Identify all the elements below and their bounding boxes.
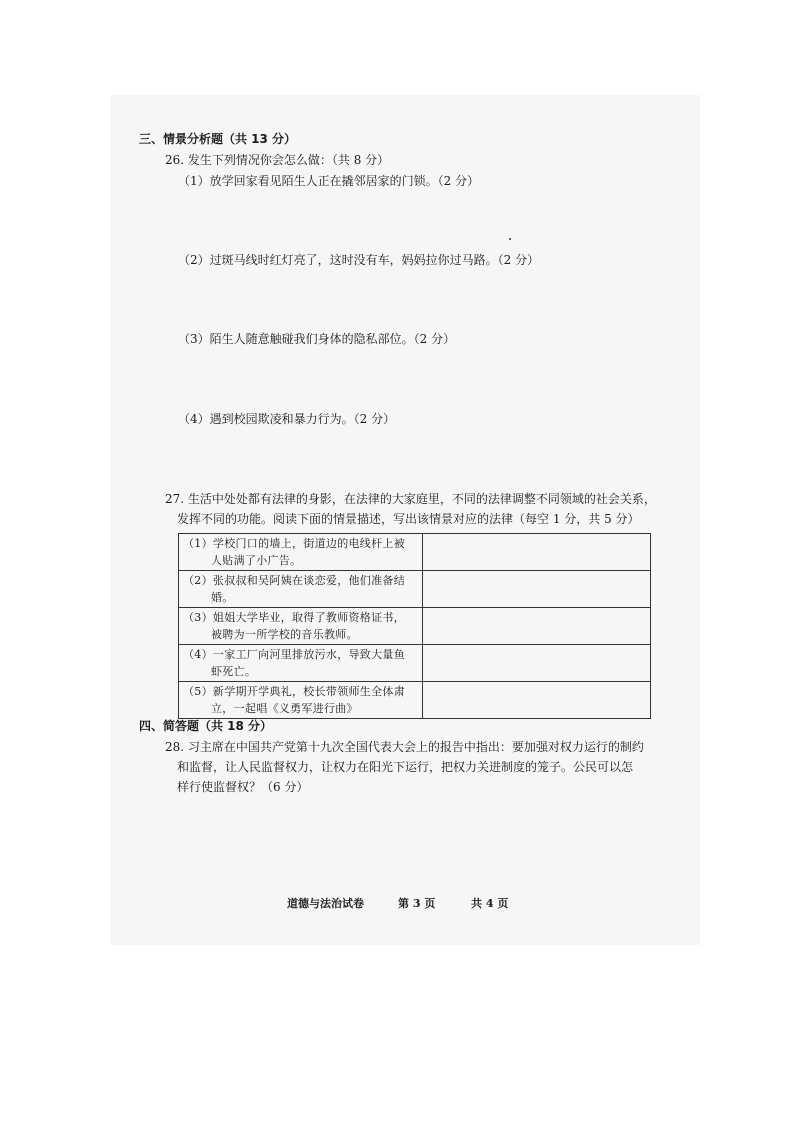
question-28-line-3: 样行使监督权？（6 分） bbox=[177, 780, 309, 794]
scenario-text-line-2: 婚。 bbox=[211, 591, 234, 604]
scenario-cell bbox=[179, 645, 423, 682]
scenario-text-line-1: （2）张叔叔和吴阿姨在谈恋爱，他们准备结 bbox=[183, 574, 405, 587]
question-26-stem: 26. 发生下列情况你会怎么做：（共 8 分） bbox=[165, 153, 390, 167]
question-28-line-2: 和监督，让人民监督权力，让权力在阳光下运行，把权力关进制度的笼子。公民可以怎 bbox=[177, 760, 634, 774]
table-row bbox=[179, 608, 651, 645]
footer-subject: 道德与法治试卷 bbox=[287, 897, 364, 910]
scenario-text-line-2: 立，一起唱《义勇军进行曲》 bbox=[211, 702, 358, 715]
scan-speck bbox=[509, 238, 511, 240]
law-answer-cell[interactable] bbox=[423, 571, 651, 608]
section-4-heading: 四、简答题（共 18 分） bbox=[139, 719, 273, 733]
table-row bbox=[179, 682, 651, 719]
scenario-cell bbox=[179, 608, 423, 645]
footer-page-number: 第 3 页 bbox=[398, 897, 436, 910]
law-answer-cell[interactable] bbox=[423, 608, 651, 645]
question-26-item-4: （4）遇到校园欺凌和暴力行为。（2 分） bbox=[178, 412, 396, 426]
scenario-text-line-1: （3）姐姐大学毕业，取得了教师资格证书， bbox=[183, 611, 405, 624]
table-row bbox=[179, 645, 651, 682]
law-answer-cell[interactable] bbox=[423, 645, 651, 682]
table-row bbox=[179, 534, 651, 571]
scenario-cell bbox=[179, 571, 423, 608]
question-27-line-1: 27. 生活中处处都有法律的身影，在法律的大家庭里，不同的法律调整不同领域的社会关系， bbox=[165, 492, 656, 506]
law-answer-cell[interactable] bbox=[423, 534, 651, 571]
law-answer-cell[interactable] bbox=[423, 682, 651, 719]
scenario-text-line-2: 人贴满了小广告。 bbox=[211, 554, 302, 567]
scenario-text-line-2: 被聘为一所学校的音乐教师。 bbox=[211, 628, 358, 641]
scenario-cell bbox=[179, 534, 423, 571]
law-matching-table bbox=[178, 533, 651, 719]
question-26-item-1: （1）放学回家看见陌生人正在撬邻居家的门锁。（2 分） bbox=[178, 174, 480, 188]
section-3-heading: 三、情景分析题（共 13 分） bbox=[139, 132, 297, 146]
question-27-line-2: 发挥不同的功能。阅读下面的情景描述，写出该情景对应的法律（每空 1 分，共 5 分） bbox=[177, 512, 640, 526]
scenario-text-line-1: （4）一家工厂向河里排放污水，导致大量鱼 bbox=[183, 648, 405, 661]
scenario-text-line-1: （1）学校门口的墙上，街道边的电线杆上被 bbox=[183, 537, 405, 550]
scenario-cell bbox=[179, 682, 423, 719]
table-row bbox=[179, 571, 651, 608]
scenario-text-line-1: （5）新学期开学典礼，校长带领师生全体肃 bbox=[183, 685, 405, 698]
question-26-item-3: （3）陌生人随意触碰我们身体的隐私部位。（2 分） bbox=[178, 332, 456, 346]
question-28-line-1: 28. 习主席在中国共产党第十九次全国代表大会上的报告中指出：要加强对权力运行的制约 bbox=[165, 740, 644, 754]
scenario-text-line-2: 虾死亡。 bbox=[211, 665, 257, 678]
footer-page-total: 共 4 页 bbox=[471, 897, 509, 910]
question-26-item-2: （2）过斑马线时红灯亮了，这时没有车，妈妈拉你过马路。（2 分） bbox=[178, 253, 540, 267]
